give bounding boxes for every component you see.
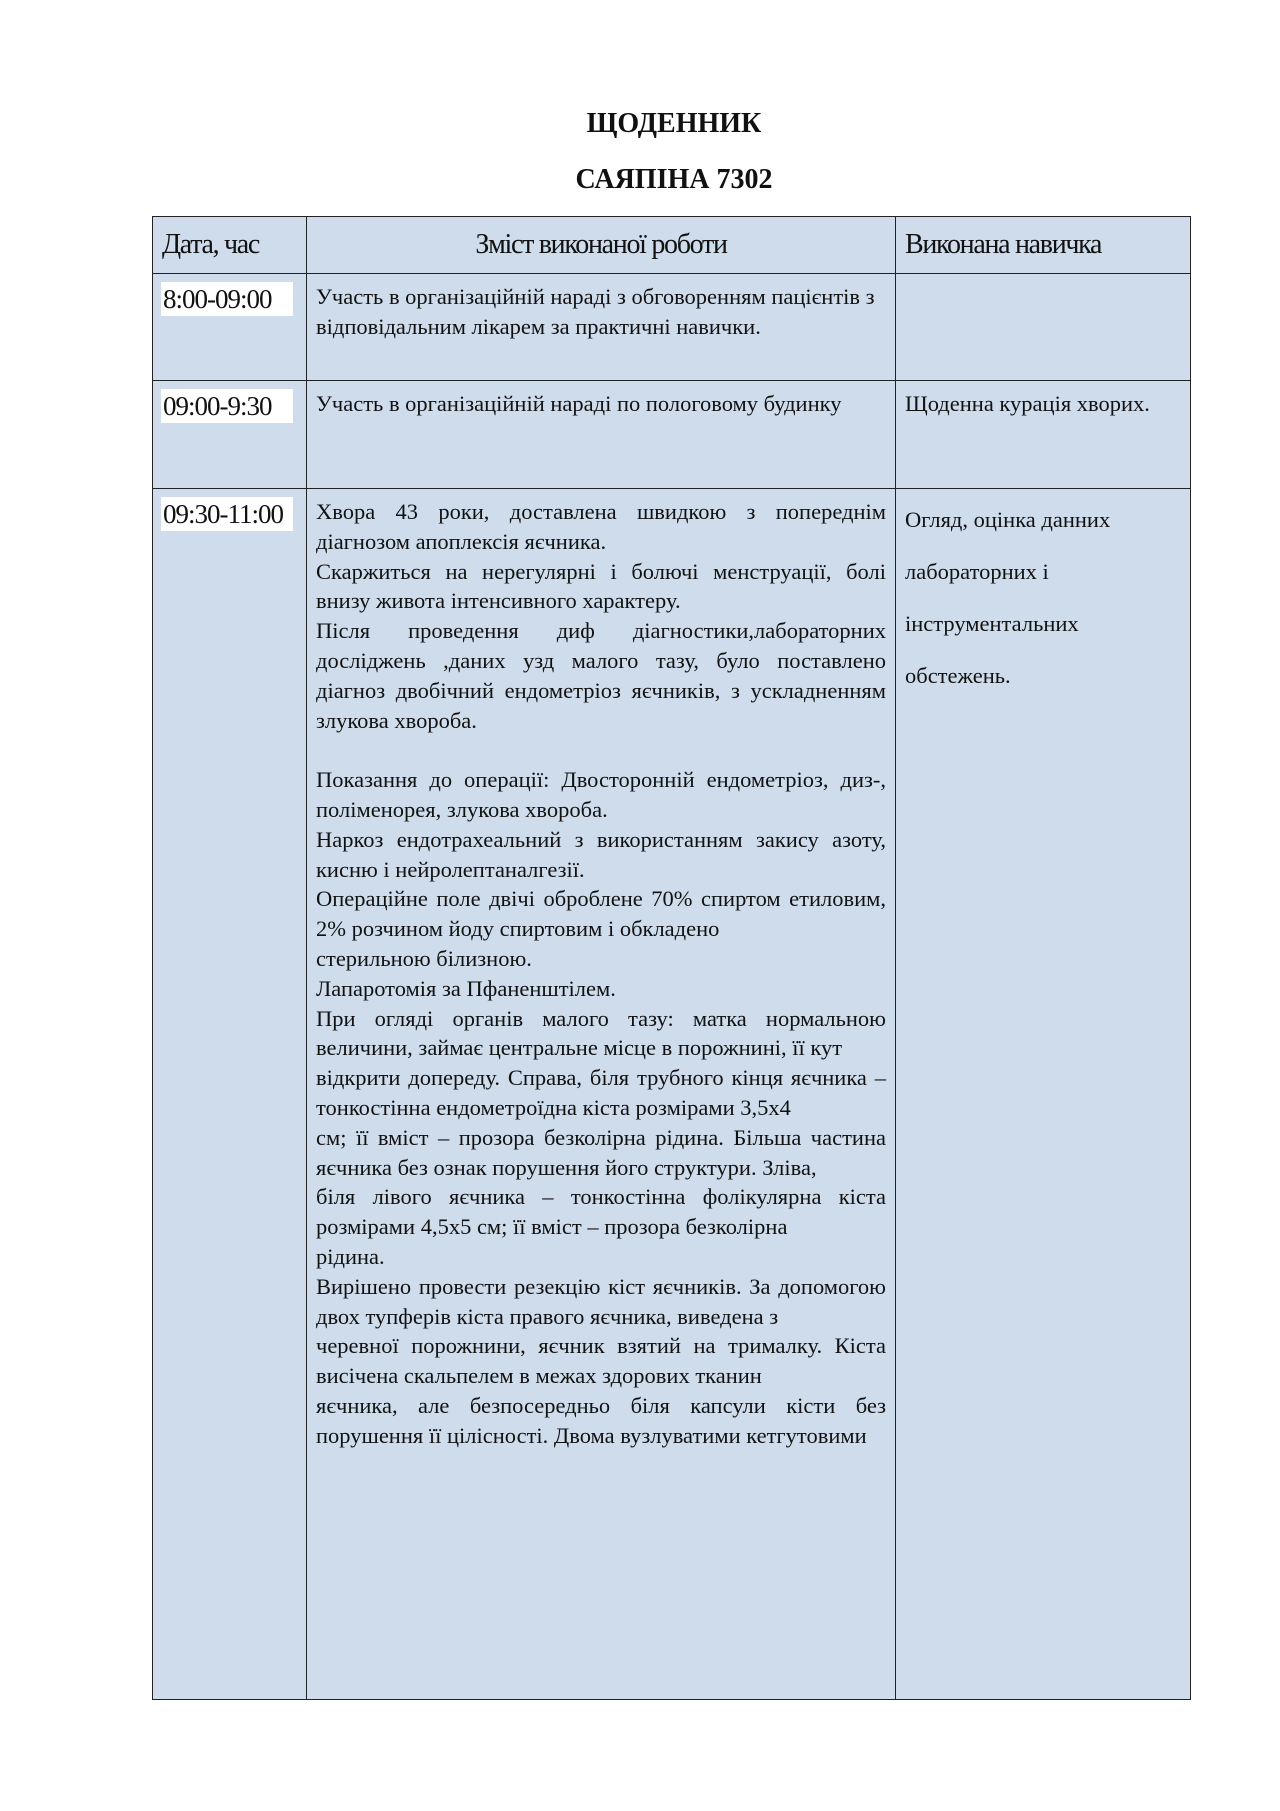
skill-line: обстежень. (905, 663, 1011, 688)
content-text: Участь в організаційній нараді з обговоренням пацієнтів з відповідальним лікарем за практичні навички. (316, 284, 875, 339)
report-paragraph: біля лівого яєчника – тонкостінна фолікулярна кіста розмірами 4,5х5 см; її вміст – прозора безколірна (316, 1184, 886, 1240)
diary-table (152, 216, 1191, 1700)
skill-line: Огляд, оцінка данних (905, 507, 1111, 532)
report-paragraph: Лапаротомія за Пфаненштілем. (316, 975, 616, 1001)
table-row (153, 274, 1191, 381)
time-cell (153, 381, 307, 489)
page-subtitle: САЯПІНА 7302 (575, 164, 773, 195)
report-paragraph: Наркоз ендотрахеальний з використанням закису азоту, кисню і нейролептаналгезії. (316, 826, 886, 882)
skill-text (896, 274, 1190, 286)
table-row (153, 489, 1191, 1700)
table-row (153, 381, 1191, 489)
header-date-time: Дата, час (153, 217, 307, 274)
header-skill: Виконана навичка (896, 217, 1191, 274)
time-label: 09:00-9:30 (161, 389, 293, 423)
skill-list (896, 489, 1190, 701)
report-paragraph: Після проведення диф діагностики,лабораторних досліджень ,даних узд малого тазу, було поставлено діагноз двобічний ендометріоз яєчників, з ускладненням злукова хвороба. (316, 618, 886, 733)
content-cell (307, 274, 896, 381)
report-paragraph: рідина. (316, 1243, 385, 1269)
skill-cell (896, 489, 1191, 1700)
header-work-content: Зміст виконаної роботи (307, 217, 896, 274)
report-paragraph: черевної порожнини, яєчник взятий на трималку. Кіста висічена скальпелем в межах здорових тканин (316, 1333, 886, 1389)
report-paragraph: При огляді органів малого тазу: матка нормальною величини, займає центральне місце в порожнині, її кут (316, 1005, 886, 1061)
report-paragraph: Показання до операції: Двосторонній ендометріоз, диз-, поліменорея, злукова хвороба. (316, 767, 886, 822)
report-paragraph: стерильною білизною. (316, 945, 532, 971)
report-paragraph: відкрити допереду. Справа, біля трубного кінця яєчника – тонкостінна ендометроїдна кіста розмірами 3,5х4 (316, 1065, 886, 1120)
skill-line: лабораторних і (905, 559, 1049, 584)
skill-cell (896, 381, 1191, 489)
content-cell (307, 381, 896, 489)
table-header-row (153, 217, 1191, 274)
report-paragraph: Операційне поле двічі оброблене 70% спиртом етиловим, 2% розчином йоду спиртовим і обкладено (316, 886, 886, 942)
report-paragraph: см; її вміст – прозора безколірна рідина. Більша частина яєчника без ознак порушення його структури. Зліва, (316, 1124, 886, 1180)
time-label: 09:30-11:00 (161, 497, 293, 531)
content-cell (307, 489, 896, 1700)
skill-line: інструментальних (905, 611, 1079, 636)
time-label: 8:00-09:00 (161, 282, 293, 316)
time-cell (153, 489, 307, 1700)
report-paragraph: Вирішено провести резекцію кіст яєчників. За допомогою двох тупферів кіста правого яєчника, виведена з (316, 1273, 886, 1329)
report-paragraph: Хвора 43 роки, доставлена швидкою з попереднім діагнозом апоплексія яєчника. (316, 499, 886, 554)
skill-cell (896, 274, 1191, 381)
content-text: Участь в організаційній нараді по пологовому будинку (316, 391, 842, 416)
page-title: ЩОДЕННИК (586, 108, 762, 139)
report-paragraph: яєчника, але безпосередньо біля капсули кісти без порушення її цілісності. Двома вузлуватими кетгутовими (316, 1392, 886, 1448)
skill-text: Щоденна курація хворих. (905, 391, 1150, 416)
time-cell (153, 274, 307, 381)
operation-report (307, 489, 895, 1455)
report-paragraph: Скаржиться на нерегулярні і болючі менструації, болі внизу живота інтенсивного характеру. (316, 558, 886, 614)
